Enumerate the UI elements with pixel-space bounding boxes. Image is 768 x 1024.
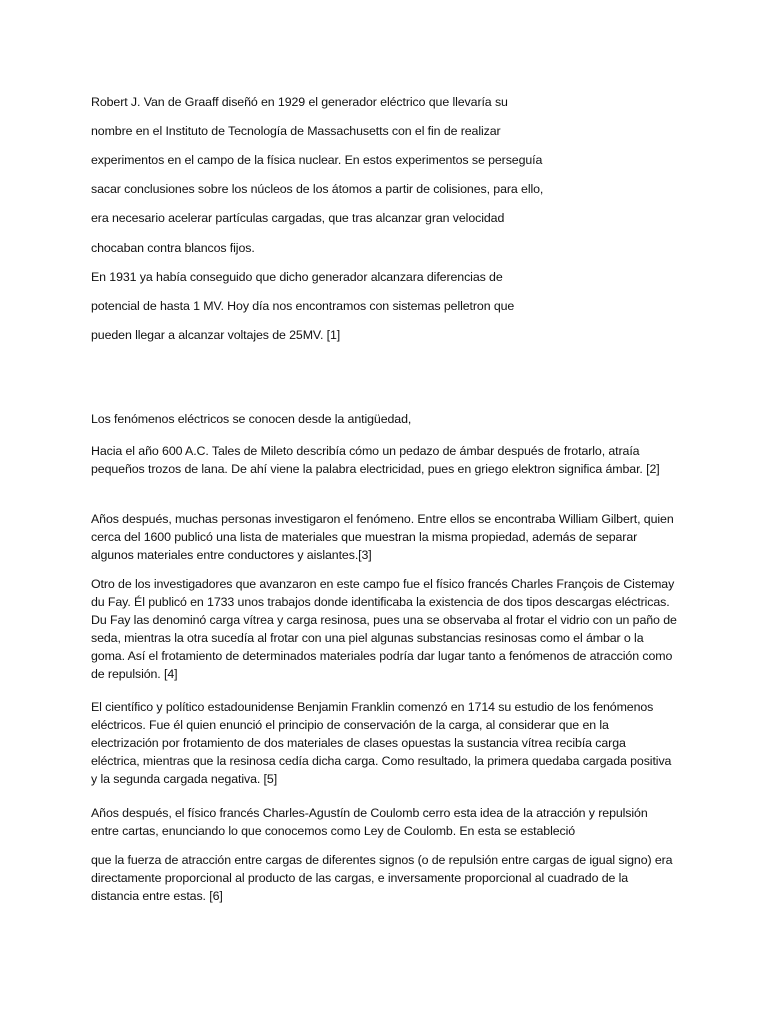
paragraph: que la fuerza de atracción entre cargas de diferentes signos (o de repulsión entre cargas de igual signo) era directamente proporcional al producto de las cargas, e inversamente proporcional al cuadrado de la distancia entre estas. [6] xyxy=(91,853,673,903)
intro-line: sacar conclusiones sobre los núcleos de los átomos a partir de colisiones, para ello, xyxy=(91,182,544,196)
intro-line: En 1931 ya había conseguido que dicho generador alcanzara diferencias de xyxy=(91,270,503,284)
intro-line: potencial de hasta 1 MV. Hoy día nos encontramos con sistemas pelletron que xyxy=(91,299,515,313)
paragraph: Hacia el año 600 A.C. Tales de Mileto describía cómo un pedazo de ámbar después de frotarlo, atraía pequeños trozos de lana. De ahí viene la palabra electricidad, pues en griego elektron significa ámbar. [2] xyxy=(91,444,660,476)
intro-line: era necesario acelerar partículas cargadas, que tras alcanzar gran velocidad xyxy=(91,211,505,225)
paragraph: Años después, muchas personas investigaron el fenómeno. Entre ellos se encontraba William Gilbert, quien cerca del 1600 publicó una lista de materiales que muestran la misma propiedad, además de separar algunos materiales entre conductores y aislantes.[3] xyxy=(91,512,674,562)
intro-line: Robert J. Van de Graaff diseñó en 1929 el generador eléctrico que llevaría su xyxy=(91,95,508,109)
paragraph: Los fenómenos eléctricos se conocen desde la antigüedad, xyxy=(91,412,412,426)
paragraph: Años después, el físico francés Charles-Agustín de Coulomb cerro esta idea de la atracción y repulsión entre cartas, enunciando lo que conocemos como Ley de Coulomb. En esta se estableció xyxy=(91,806,648,838)
intro-line: chocaban contra blancos fijos. xyxy=(91,241,255,255)
intro-line: pueden llegar a alcanzar voltajes de 25MV. [1] xyxy=(91,328,341,342)
intro-line: nombre en el Instituto de Tecnología de Massachusetts con el fin de realizar xyxy=(91,124,501,138)
paragraph: El científico y político estadounidense Benjamin Franklin comenzó en 1714 su estudio de los fenómenos eléctricos. Fue él quien enunció el principio de conservación de la carga, al considerar que en la electrización por frotamiento de dos materiales de clases opuestas la sustancia vítrea recibía carga eléctrica, mientras que la resinosa cedía dicha carga. Como resultado, la primera quedaba cargada positiva y la segunda cargada negativa. [5] xyxy=(91,700,672,786)
paragraph: Otro de los investigadores que avanzaron en este campo fue el físico francés Charles François de Cistemay du Fay. Él publicó en 1733 unos trabajos donde identificaba la existencia de dos tipos descargas eléctricas. Du Fay las denominó carga vítrea y carga resinosa, pues una se observaba al frotar el vidrio con un paño de seda, mientras la otra sucedía al frotar con una piel algunas substancias resinosas como el ámbar o la goma. Así el frotamiento de determinados materiales podría dar lugar tanto a fenómenos de atracción como de repulsión. [4] xyxy=(91,577,677,681)
intro-line: experimentos en el campo de la física nuclear. En estos experimentos se perseguía xyxy=(91,153,543,167)
